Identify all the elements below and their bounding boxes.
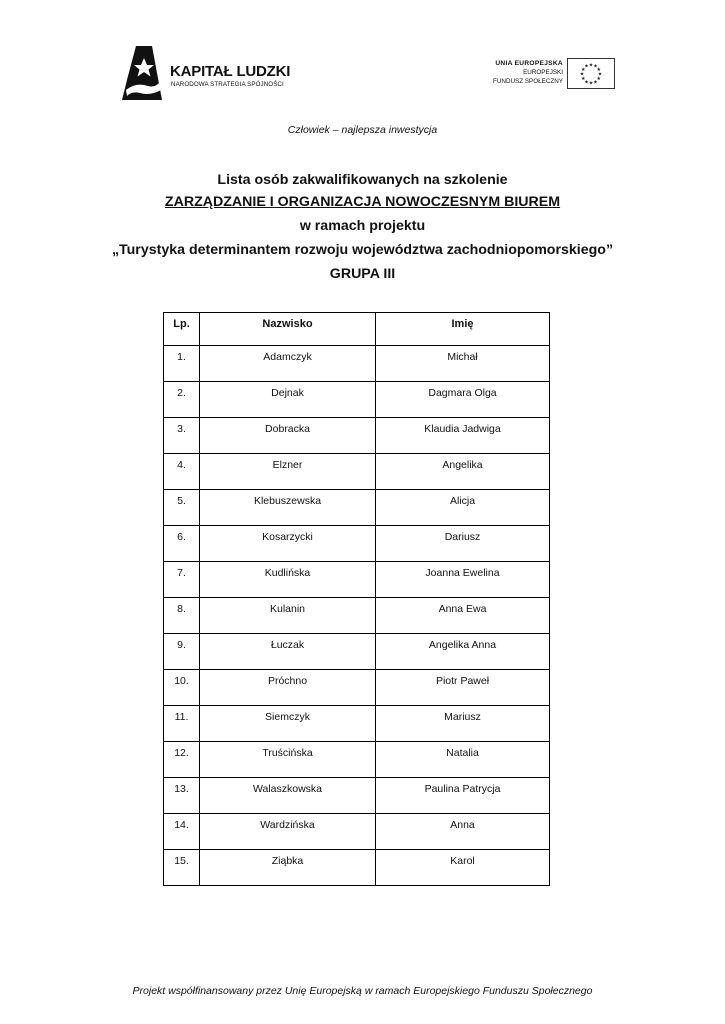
- heading-group: GRUPA III: [329, 266, 396, 282]
- table-header-row: [164, 313, 550, 346]
- row-first-name: Michał: [376, 346, 550, 382]
- row-surname: Elzner: [200, 454, 376, 490]
- row-number: 9.: [164, 634, 200, 670]
- row-first-name: Piotr Paweł: [376, 670, 550, 706]
- table-row: [164, 778, 550, 814]
- row-number: 6.: [164, 526, 200, 562]
- eu-star: ★: [596, 67, 602, 73]
- eu-logo-line3: FUNDUSZ SPOŁECZNY: [493, 78, 563, 85]
- heading-course-title: ZARZĄDZANIE I ORGANIZACJA NOWOCZESNYM BIUREM: [164, 194, 561, 210]
- table-row: [164, 706, 550, 742]
- eu-flag-icon: [568, 59, 614, 88]
- table-row: [164, 490, 550, 526]
- table-row: [164, 454, 550, 490]
- row-number: 14.: [164, 814, 200, 850]
- table-row: [164, 526, 550, 562]
- row-first-name: Dariusz: [376, 526, 550, 562]
- eu-star: ★: [579, 71, 585, 78]
- row-surname: Klebuszewska: [200, 490, 376, 526]
- row-first-name: Karol: [376, 850, 550, 886]
- row-number: 3.: [164, 418, 200, 454]
- row-number: 12.: [164, 742, 200, 778]
- kapital-ludzki-title: KAPITAŁ LUDZKI: [170, 63, 291, 80]
- row-surname: Łuczak: [200, 634, 376, 670]
- row-surname: Dobracka: [200, 418, 376, 454]
- row-number: 2.: [164, 382, 200, 418]
- row-number: 1.: [164, 346, 200, 382]
- row-first-name: Angelika: [376, 454, 550, 490]
- row-first-name: Dagmara Olga: [376, 382, 550, 418]
- eu-logo-text: [493, 59, 563, 86]
- row-first-name: Alicja: [376, 490, 550, 526]
- row-surname: Kulanin: [200, 598, 376, 634]
- row-number: 13.: [164, 778, 200, 814]
- kapital-ludzki-logo-icon: [122, 46, 162, 100]
- row-first-name: Natalia: [376, 742, 550, 778]
- row-first-name: Mariusz: [376, 706, 550, 742]
- heading-line3: w ramach projektu: [299, 218, 426, 234]
- row-number: 5.: [164, 490, 200, 526]
- row-number: 15.: [164, 850, 200, 886]
- column-header-surname: Nazwisko: [200, 313, 376, 346]
- row-surname: Truścińska: [200, 742, 376, 778]
- row-number: 11.: [164, 706, 200, 742]
- table-row: [164, 382, 550, 418]
- row-surname: Kudlińska: [200, 562, 376, 598]
- eu-star: ★: [580, 67, 586, 73]
- table-row: [164, 850, 550, 886]
- eu-star: ★: [593, 79, 598, 86]
- eu-star: ★: [580, 76, 586, 82]
- row-first-name: Anna: [376, 814, 550, 850]
- table-row: [164, 670, 550, 706]
- eu-logo-line2: EUROPEJSKI: [523, 69, 563, 76]
- table-row: [164, 814, 550, 850]
- table-row: [164, 418, 550, 454]
- column-header-first-name: Imię: [376, 313, 550, 346]
- table-row: [164, 346, 550, 382]
- row-surname: Kosarzycki: [200, 526, 376, 562]
- eu-flag: [567, 58, 615, 89]
- eu-logo-line1: UNIA EUROPEJSKA: [495, 60, 563, 67]
- row-surname: Ziąbka: [200, 850, 376, 886]
- heading-line1: Lista osób zakwalifikowanych na szkolenie: [217, 172, 508, 188]
- row-surname: Wardzińska: [200, 814, 376, 850]
- row-number: 4.: [164, 454, 200, 490]
- eu-logo: [478, 57, 618, 91]
- row-surname: Siemczyk: [200, 706, 376, 742]
- footer-note: Projekt współfinansowany przez Unię Europejską w ramach Europejskiego Funduszu Społecznego: [132, 985, 593, 997]
- row-surname: Adamczyk: [200, 346, 376, 382]
- eu-star: ★: [588, 62, 594, 69]
- eu-star: ★: [588, 80, 594, 87]
- eu-star: ★: [584, 79, 589, 86]
- table-row: [164, 562, 550, 598]
- eu-star: ★: [596, 76, 602, 82]
- heading-project-title: „Turystyka determinantem rozwoju województwa zachodniopomorskiego”: [111, 242, 614, 258]
- row-number: 8.: [164, 598, 200, 634]
- kapital-ludzki-subtitle: NARODOWA STRATEGIA SPÓJNOŚCI: [171, 81, 284, 88]
- eu-star: ★: [597, 71, 603, 78]
- table-row: [164, 742, 550, 778]
- row-number: 10.: [164, 670, 200, 706]
- participants-table-body: [164, 346, 550, 886]
- table-row: [164, 598, 550, 634]
- row-number: 7.: [164, 562, 200, 598]
- row-first-name: Paulina Patrycja: [376, 778, 550, 814]
- eu-star: ★: [584, 63, 589, 70]
- participants-table: [163, 312, 550, 886]
- eu-star: ★: [593, 63, 598, 70]
- row-first-name: Angelika Anna: [376, 634, 550, 670]
- row-surname: Dejnak: [200, 382, 376, 418]
- kapital-ludzki-logo: [122, 46, 292, 102]
- motto: Człowiek – najlepsza inwestycja: [287, 124, 438, 136]
- row-surname: Walaszkowska: [200, 778, 376, 814]
- column-header-number: Lp.: [164, 313, 200, 346]
- row-first-name: Anna Ewa: [376, 598, 550, 634]
- row-first-name: Klaudia Jadwiga: [376, 418, 550, 454]
- row-surname: Próchno: [200, 670, 376, 706]
- row-first-name: Joanna Ewelina: [376, 562, 550, 598]
- table-row: [164, 634, 550, 670]
